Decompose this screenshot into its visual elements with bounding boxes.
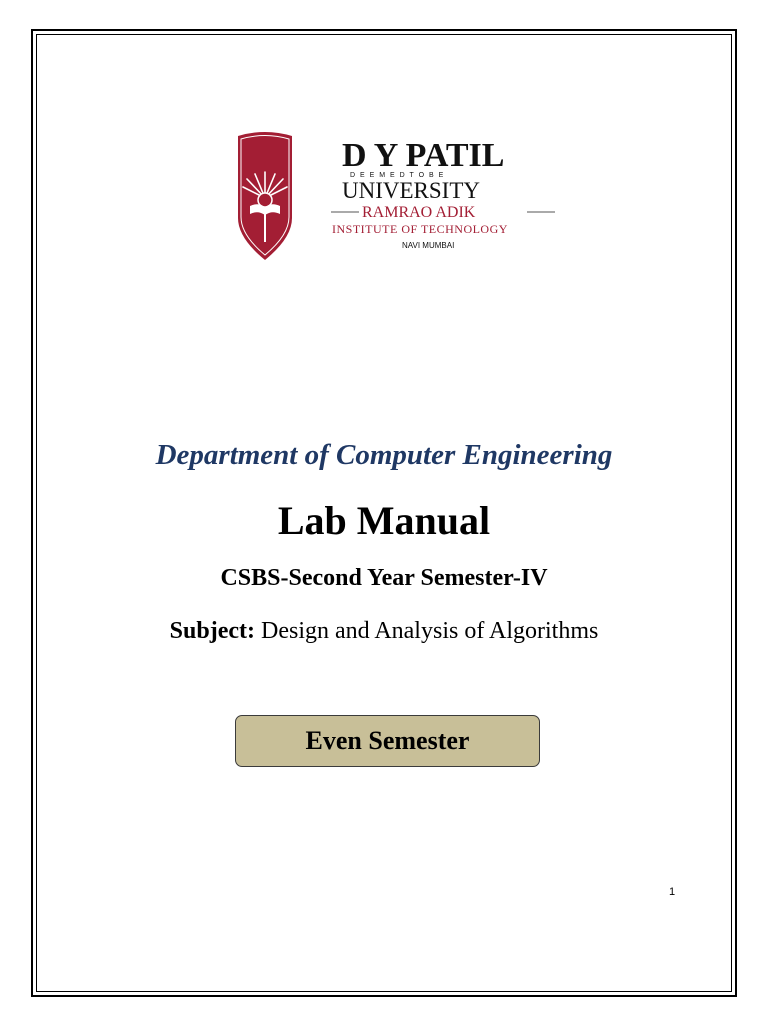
semester-badge-label: Even Semester [305, 726, 470, 755]
logo-line6: NAVI MUMBAI [402, 241, 455, 250]
logo-line4: RAMRAO ADIK [362, 204, 476, 221]
shield-icon [238, 132, 292, 260]
logo-line5: INSTITUTE OF TECHNOLOGY [332, 222, 508, 236]
year-semester: CSBS-Second Year Semester-IV [220, 565, 548, 591]
logo-line3: UNIVERSITY [342, 178, 480, 203]
subject-label: Subject: [169, 618, 255, 644]
page-number: 1 [668, 886, 676, 898]
logo-line1: D Y PATIL [342, 137, 505, 174]
subject-value: Design and Analysis of Algorithms [261, 618, 599, 644]
semester-badge [235, 715, 540, 767]
department-heading: Department of Computer Engineering [155, 439, 613, 471]
logo-line2: D E E M E D T O B E [350, 172, 445, 179]
university-logo [210, 126, 560, 266]
subject-line [0, 618, 768, 645]
document-title: Lab Manual [277, 498, 491, 543]
